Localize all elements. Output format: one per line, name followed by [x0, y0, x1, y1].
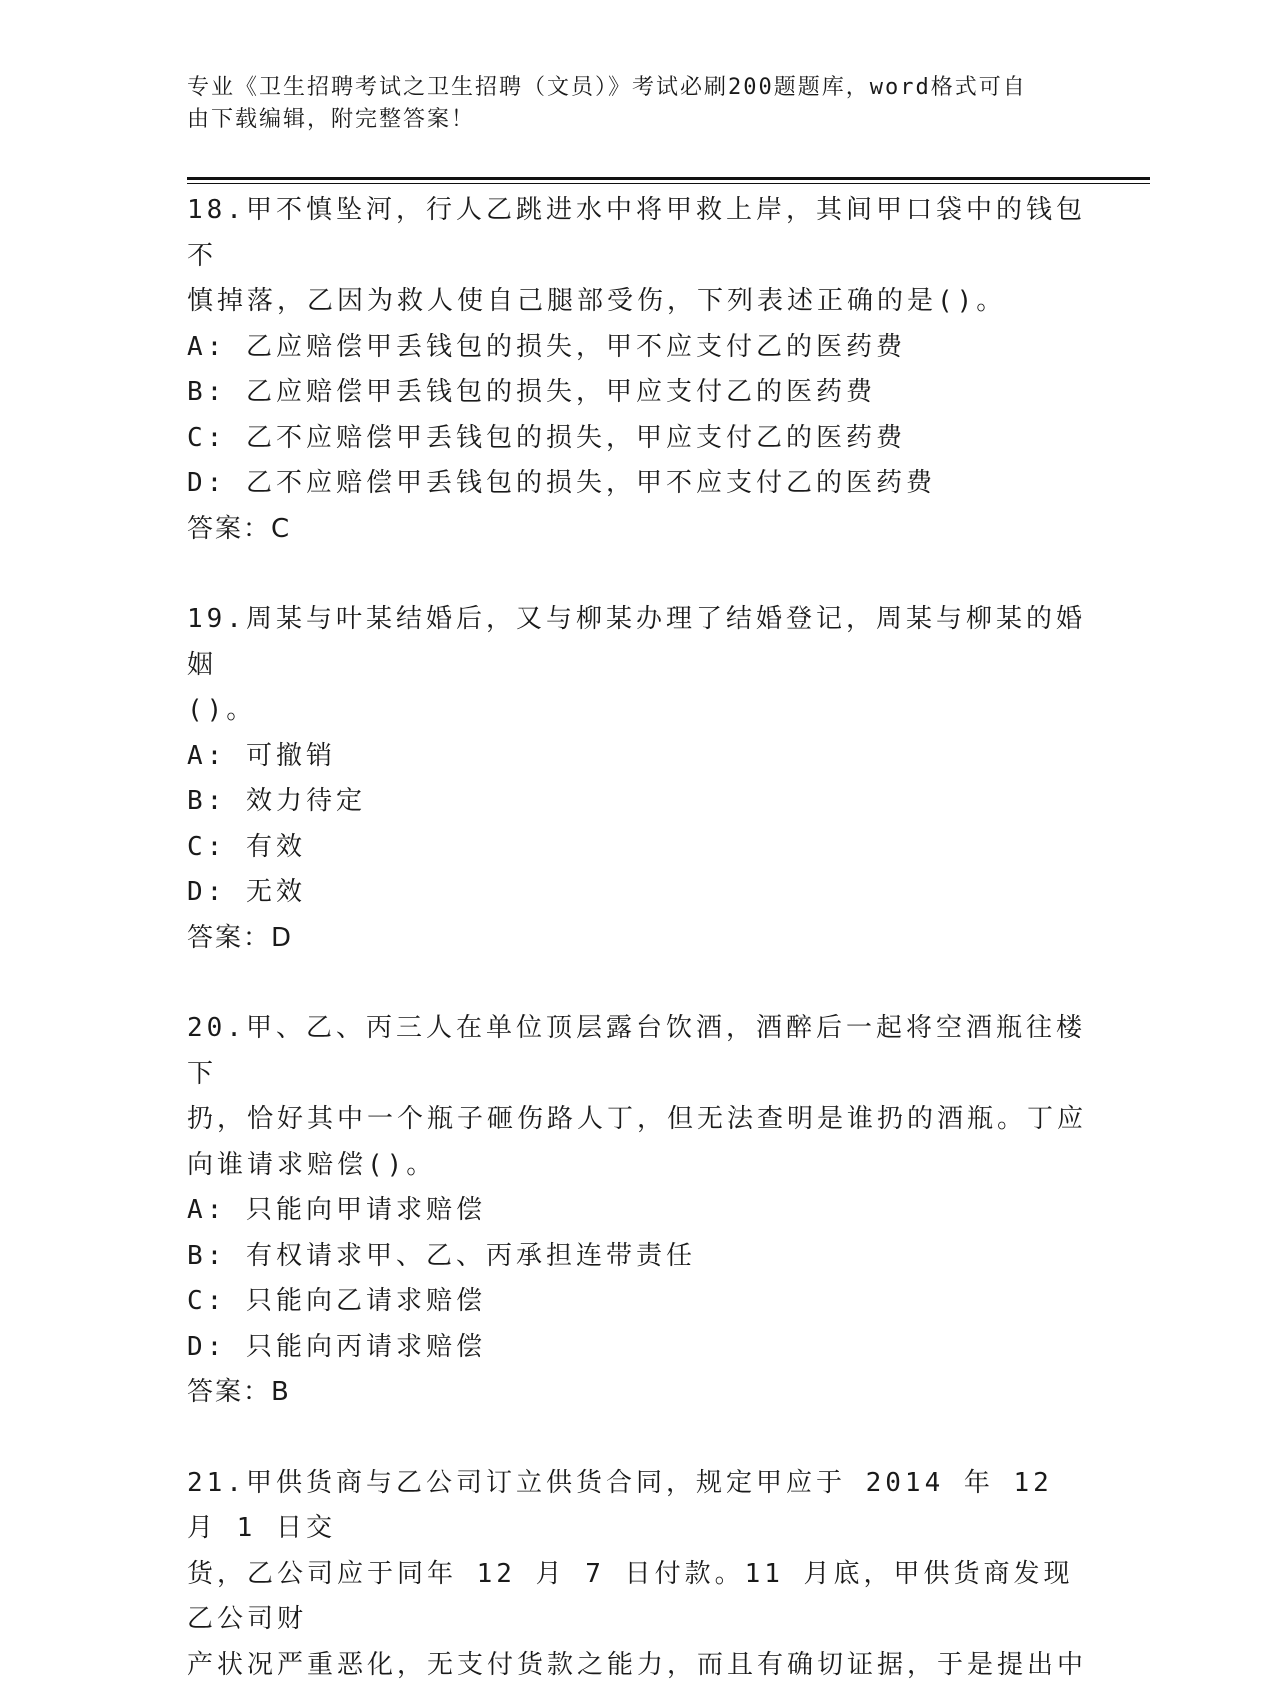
- option-d: D: 无效: [187, 870, 1087, 916]
- answer-line: 答案：D: [187, 916, 1087, 962]
- option-b: B: 乙应赔偿甲丢钱包的损失，甲应支付乙的医药费: [187, 370, 1087, 416]
- question-21: [187, 1461, 1087, 1688]
- question-stem-line: 18.甲不慎坠河，行人乙跳进水中将甲救上岸，其间甲口袋中的钱包不: [187, 188, 1087, 279]
- option-b: B: 效力待定: [187, 779, 1087, 825]
- question-stem-line: 20.甲、乙、丙三人在单位顶层露台饮酒，酒醉后一起将空酒瓶往楼下: [187, 1006, 1087, 1097]
- question-list: [187, 188, 1087, 1688]
- question-stem-line: 货，乙公司应于同年 12 月 7 日付款。11 月底，甲供货商发现乙公司财: [187, 1552, 1087, 1643]
- question-stem-line: 19.周某与叶某结婚后，又与柳某办理了结婚登记，周某与柳某的婚姻: [187, 597, 1087, 688]
- question-stem-line: ()。: [187, 688, 1087, 734]
- question-stem-line: 扔，恰好其中一个瓶子砸伤路人丁，但无法查明是谁扔的酒瓶。丁应: [187, 1097, 1087, 1143]
- option-d: D: 只能向丙请求赔偿: [187, 1325, 1087, 1371]
- option-b: B: 有权请求甲、乙、丙承担连带责任: [187, 1234, 1087, 1280]
- option-a: A: 只能向甲请求赔偿: [187, 1188, 1087, 1234]
- header-title-line-2: 由下载编辑，附完整答案！: [187, 104, 1067, 136]
- option-a: A: 可撤销: [187, 734, 1087, 780]
- question-18: [187, 188, 1087, 552]
- option-c: C: 乙不应赔偿甲丢钱包的损失，甲应支付乙的医药费: [187, 416, 1087, 462]
- question-stem-line: 21.甲供货商与乙公司订立供货合同，规定甲应于 2014 年 12 月 1 日交: [187, 1461, 1087, 1552]
- question-20: [187, 1006, 1087, 1416]
- question-stem-line: 产状况严重恶化，无支付货款之能力，而且有确切证据，于是提出中: [187, 1643, 1087, 1688]
- question-stem-line: 向谁请求赔偿()。: [187, 1143, 1087, 1189]
- option-c: C: 只能向乙请求赔偿: [187, 1279, 1087, 1325]
- question-stem-line: 慎掉落，乙因为救人使自己腿部受伤，下列表述正确的是()。: [187, 279, 1087, 325]
- option-c: C: 有效: [187, 825, 1087, 871]
- document-header: [187, 72, 1067, 136]
- answer-line: 答案：C: [187, 507, 1087, 553]
- option-a: A: 乙应赔偿甲丢钱包的损失，甲不应支付乙的医药费: [187, 325, 1087, 371]
- header-divider-thin: [187, 183, 1150, 184]
- header-title-line-1: 专业《卫生招聘考试之卫生招聘（文员）》考试必刷200题题库，word格式可自: [187, 72, 1067, 104]
- answer-line: 答案：B: [187, 1370, 1087, 1416]
- question-19: [187, 597, 1087, 961]
- option-d: D: 乙不应赔偿甲丢钱包的损失，甲不应支付乙的医药费: [187, 461, 1087, 507]
- header-divider-thick: [187, 177, 1150, 180]
